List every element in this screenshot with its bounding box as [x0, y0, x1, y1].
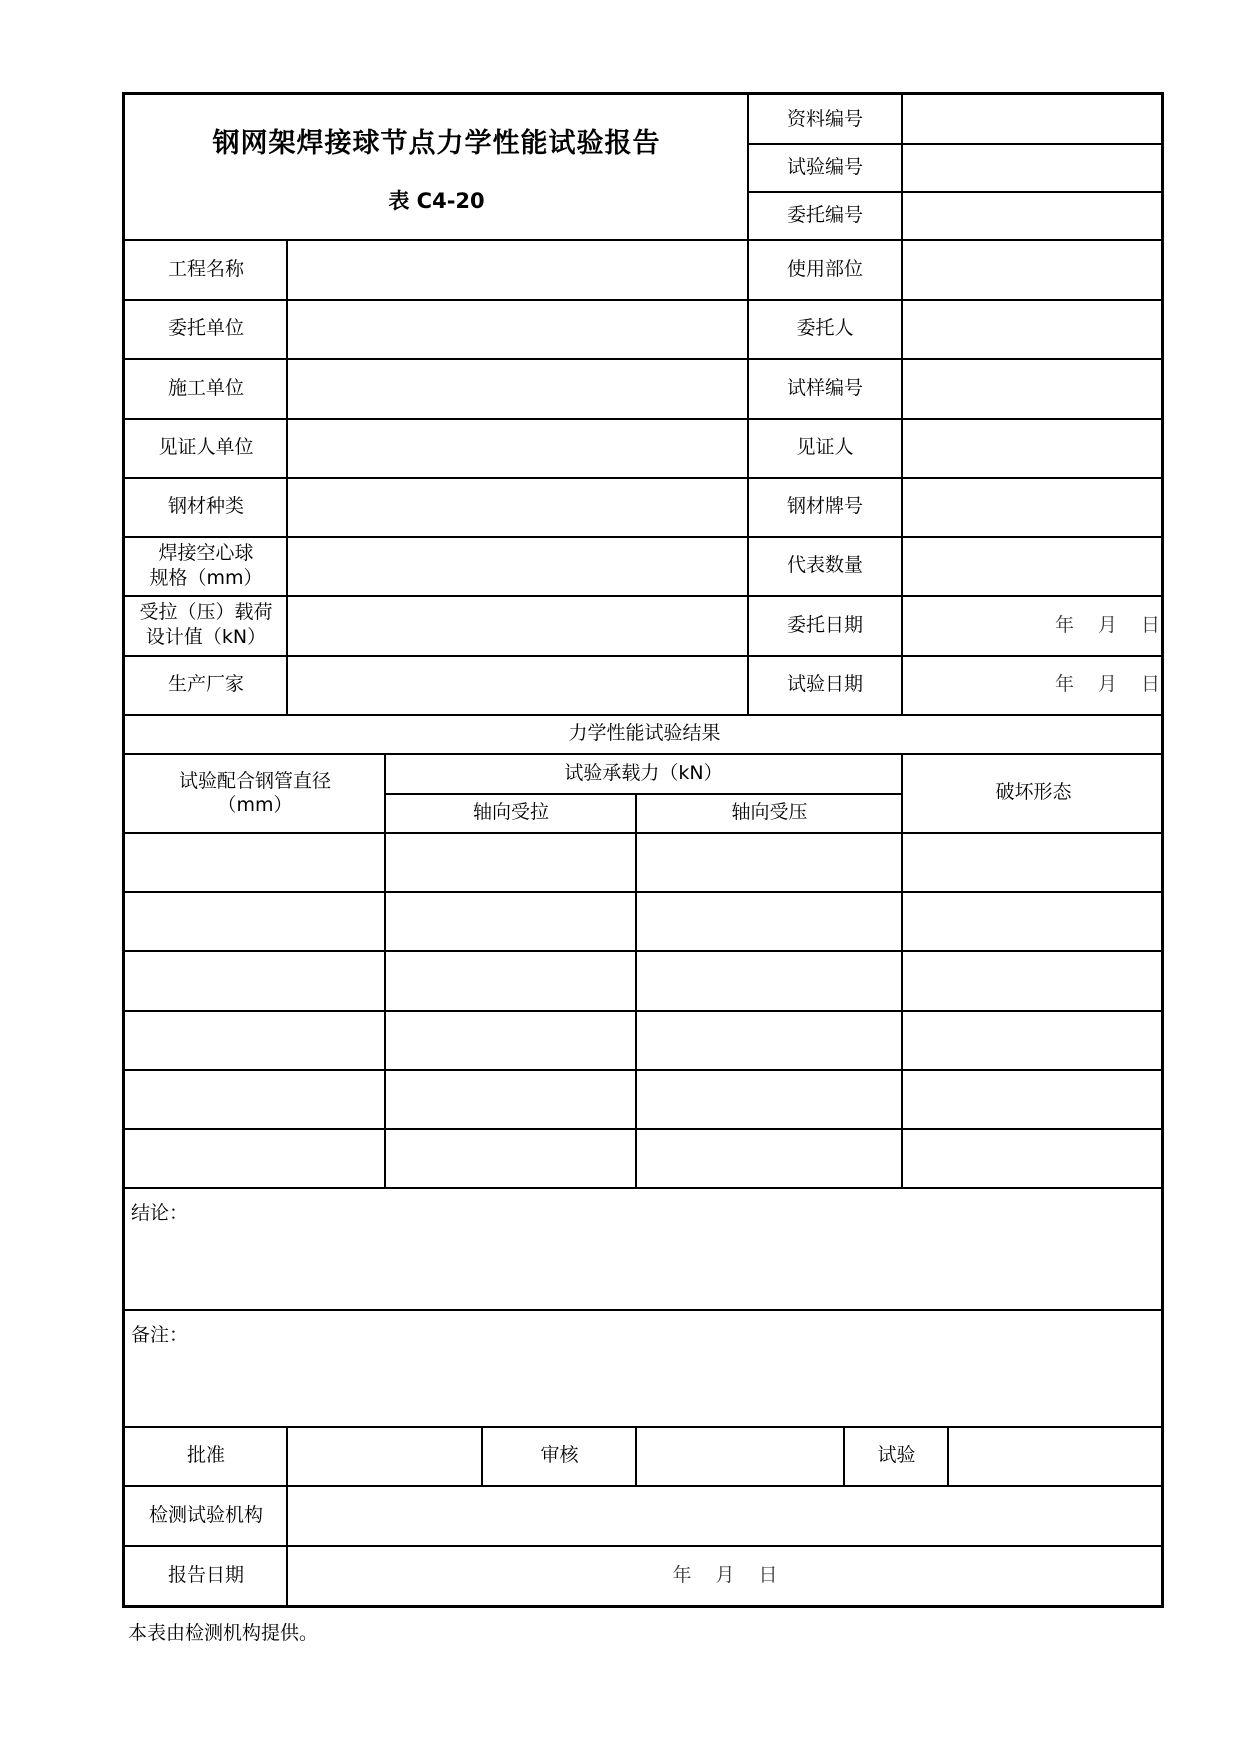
- steel-type-label: 钢材种类: [167, 495, 244, 517]
- institution-field[interactable]: [288, 1485, 1164, 1545]
- col-failure-mode: 破坏形态: [995, 781, 1072, 803]
- conclusion-label: 结论：: [131, 1202, 189, 1224]
- witness-unit-field[interactable]: [288, 418, 747, 477]
- test-date-label: 试验日期: [786, 673, 863, 695]
- steel-grade-field[interactable]: [903, 477, 1164, 536]
- construction-unit-label: 施工单位: [167, 376, 244, 399]
- steel-type-field[interactable]: [288, 477, 747, 536]
- day-text: 日: [1140, 613, 1162, 636]
- test-date-field[interactable]: [903, 655, 1164, 714]
- form-code: 表 C4-20: [388, 188, 485, 213]
- use-location-field[interactable]: [903, 239, 1164, 299]
- day-text: 日: [1140, 673, 1162, 695]
- data-no-field[interactable]: [903, 95, 1164, 143]
- day-text: 日: [758, 1563, 780, 1586]
- conclusion-field[interactable]: [125, 1187, 1164, 1309]
- institution-label: 检测试验机构: [148, 1503, 263, 1526]
- construction-unit-field[interactable]: [288, 358, 747, 418]
- commission-date-field[interactable]: [903, 595, 1164, 655]
- year-text: 年: [1054, 673, 1076, 695]
- client-unit-field[interactable]: [288, 299, 747, 358]
- col-axial-tension: 轴向受拉: [472, 801, 549, 823]
- year-text: 年: [1054, 613, 1076, 636]
- load-design-label: 受拉（压）载荷 设计值（kN）: [139, 601, 273, 648]
- representative-qty-field[interactable]: [903, 536, 1164, 595]
- test-field[interactable]: [949, 1426, 1164, 1485]
- report-form: [122, 92, 1164, 1608]
- col-axial-compression: 轴向受压: [731, 801, 808, 823]
- approve-field[interactable]: [288, 1426, 482, 1485]
- table-row[interactable]: [125, 1128, 1164, 1187]
- table-row[interactable]: [125, 1010, 1164, 1069]
- review-label: 审核: [540, 1444, 579, 1466]
- client-label: 委托人: [796, 317, 854, 339]
- commission-no-field[interactable]: [903, 191, 1164, 239]
- table-row[interactable]: [125, 832, 1164, 891]
- steel-grade-label: 钢材牌号: [786, 495, 863, 517]
- manufacturer-label: 生产厂家: [167, 673, 244, 695]
- data-no-label: 资料编号: [786, 107, 863, 130]
- month-text: 月: [715, 1563, 737, 1586]
- footer-note: 本表由检测机构提供。: [128, 1622, 319, 1644]
- month-text: 月: [1097, 673, 1119, 695]
- use-location-label: 使用部位: [786, 257, 863, 280]
- year-text: 年: [672, 1563, 694, 1586]
- test-label: 试验: [877, 1444, 916, 1466]
- table-row[interactable]: [125, 891, 1164, 950]
- report-date-label: 报告日期: [167, 1563, 244, 1586]
- table-row[interactable]: [125, 950, 1164, 1010]
- ball-spec-field[interactable]: [288, 536, 747, 595]
- page-title: 钢网架焊接球节点力学性能试验报告: [212, 127, 661, 159]
- remarks-field[interactable]: [125, 1309, 1164, 1426]
- commission-date-label: 委托日期: [786, 613, 863, 636]
- col-pipe-diameter: 试验配合钢管直径 （mm）: [178, 769, 331, 816]
- sample-no-field[interactable]: [903, 358, 1164, 418]
- test-no-label: 试验编号: [786, 155, 863, 178]
- table-row[interactable]: [125, 1069, 1164, 1128]
- manufacturer-field[interactable]: [288, 655, 747, 714]
- project-name-field[interactable]: [288, 239, 747, 299]
- client-unit-label: 委托单位: [167, 317, 244, 339]
- project-name-label: 工程名称: [167, 257, 244, 280]
- col-capacity: 试验承载力（kN）: [564, 761, 723, 784]
- review-field[interactable]: [637, 1426, 844, 1485]
- witness-unit-label: 见证人单位: [158, 436, 254, 458]
- commission-no-label: 委托编号: [786, 203, 863, 226]
- client-field[interactable]: [903, 299, 1164, 358]
- ball-spec-label: 焊接空心球 规格（mm）: [149, 541, 263, 589]
- representative-qty-label: 代表数量: [786, 554, 863, 576]
- witness-label: 见证人: [796, 436, 854, 458]
- results-section-title: 力学性能试验结果: [568, 722, 721, 744]
- month-text: 月: [1097, 613, 1119, 636]
- report-date-field[interactable]: [288, 1545, 1164, 1605]
- remarks-label: 备注：: [131, 1324, 189, 1346]
- sample-no-label: 试样编号: [786, 376, 863, 399]
- test-no-field[interactable]: [903, 143, 1164, 191]
- witness-field[interactable]: [903, 418, 1164, 477]
- approve-label: 批准: [186, 1444, 225, 1466]
- load-design-field[interactable]: [288, 595, 747, 655]
